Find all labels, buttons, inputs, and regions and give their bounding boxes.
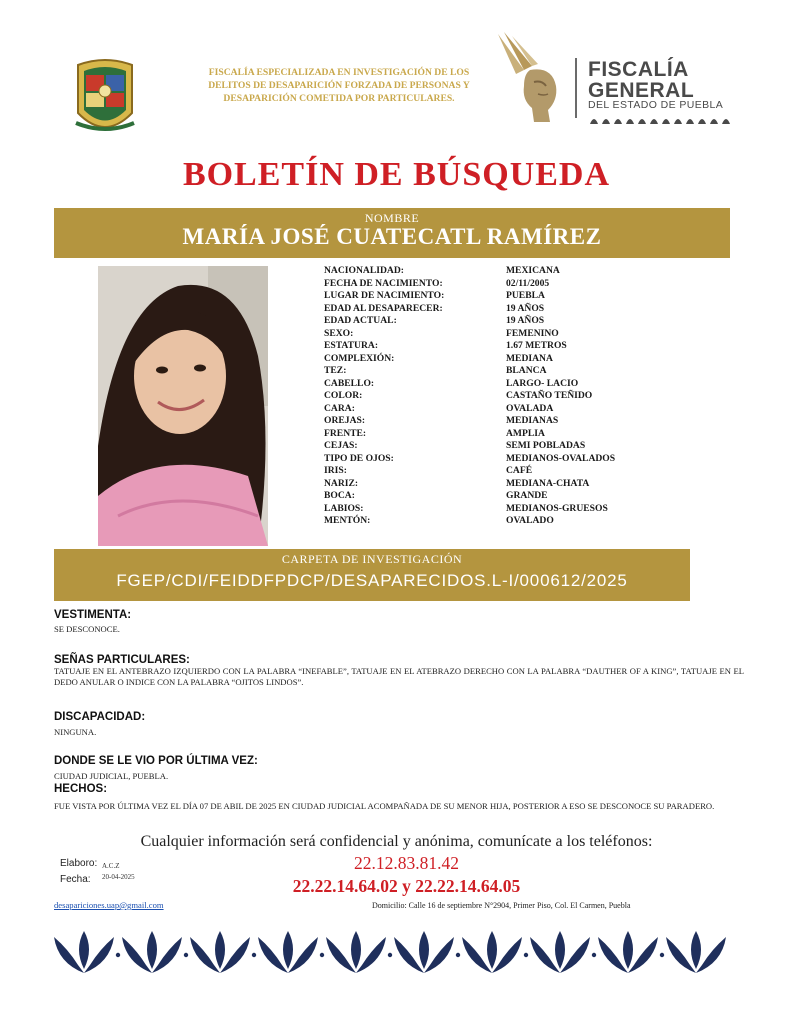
talavera-motif <box>190 931 256 973</box>
detail-value: PUEBLA <box>506 290 545 301</box>
detail-value: AMPLIA <box>506 427 545 439</box>
talavera-motif <box>598 931 664 973</box>
detail-row <box>324 453 704 466</box>
talavera-motif <box>394 931 460 973</box>
footer-decorative-pattern <box>50 925 730 980</box>
clothing-heading: VESTIMENTA: <box>54 609 132 621</box>
detail-row <box>324 303 704 316</box>
detail-label: EDAD ACTUAL: <box>324 315 397 326</box>
detail-label: NACIONALIDAD: <box>324 265 404 276</box>
phone-number-primary: 22.12.83.81.42 <box>354 853 459 873</box>
name-label: NOMBRE <box>364 211 420 225</box>
marks-heading: SEÑAS PARTICULARES: <box>54 654 190 666</box>
bulletin-title: BOLETÍN DE BÚSQUEDA <box>182 156 611 193</box>
detail-label: NARIZ: <box>324 477 359 489</box>
detail-row <box>324 440 704 453</box>
detail-label: ESTATURA: <box>324 340 379 351</box>
clothing-text: SE DESCONOCE. <box>54 624 120 634</box>
detail-value: MEDIANA <box>506 352 553 364</box>
detail-row <box>324 365 704 378</box>
detail-value: 1.67 METROS <box>506 340 567 351</box>
detail-label: FECHA DE NACIMIENTO: <box>324 277 443 289</box>
detail-value: FEMENINO <box>506 327 559 339</box>
detail-label: LABIOS: <box>324 502 364 514</box>
detail-row <box>324 415 704 428</box>
detail-row <box>324 328 704 341</box>
detail-label: IRIS: <box>324 465 347 476</box>
detail-value: MEDIANOS-OVALADOS <box>506 452 616 464</box>
detail-label: BOCA: <box>324 490 355 501</box>
missing-person-name: MARÍA JOSÉ CUATECATL RAMÍREZ <box>182 224 602 249</box>
facts-text: FUE VISTA POR ÚLTIMA VEZ EL DÍA 07 DE ABIL DE 2025 EN CIUDAD JUDICIAL ACOMPAÑADA DE SU MENOR HIJA, POSTERIOR A ESO SE DESCONOCE SU PARADERO. <box>54 801 715 811</box>
logo-text-general: GENERAL <box>588 79 695 102</box>
last-seen-heading: DONDE SE LE VIO POR ÚLTIMA VEZ: <box>54 755 258 767</box>
detail-row <box>324 403 704 416</box>
detail-row <box>324 490 704 503</box>
detail-row <box>324 290 704 303</box>
case-label: CARPETA DE INVESTIGACIÓN <box>281 552 463 566</box>
detail-row <box>324 478 704 491</box>
detail-value: MEDIANA-CHATA <box>506 477 590 489</box>
talavera-motif <box>326 931 392 973</box>
talavera-motif <box>54 931 120 973</box>
case-number: FGEP/CDI/FEIDDFPDCP/DESAPARECIDOS.L-I/000612/2025 <box>116 571 628 590</box>
detail-row <box>324 428 704 441</box>
talavera-motif <box>666 931 726 973</box>
talavera-motif <box>530 931 596 973</box>
detail-row <box>324 515 704 528</box>
date-value: 20-04-2025 <box>102 873 135 881</box>
physical-description-table <box>324 265 704 528</box>
detail-row <box>324 265 704 278</box>
contact-message: Cualquier información será confidencial y anónima, comunícate a los teléfonos: <box>140 833 653 850</box>
detail-label: CARA: <box>324 402 355 414</box>
detail-label: FRENTE: <box>324 427 367 439</box>
detail-row <box>324 340 704 353</box>
logo-text-fiscalia: FISCALÍA <box>588 58 689 81</box>
detail-row <box>324 503 704 516</box>
phone-numbers-secondary: 22.22.14.64.02 y 22.22.14.64.05 <box>292 876 521 896</box>
detail-label: COLOR: <box>324 390 363 401</box>
detail-label: EDAD AL DESAPARECER: <box>324 302 443 314</box>
puebla-state-seal <box>72 55 138 141</box>
detail-value: MEDIANAS <box>506 415 559 426</box>
case-band <box>54 549 690 601</box>
detail-value: MEXICANA <box>506 265 560 276</box>
detail-label: COMPLEXIÓN: <box>324 352 395 364</box>
detail-label: LUGAR DE NACIMIENTO: <box>324 290 445 301</box>
logo-divider <box>575 58 577 118</box>
last-seen-text: CIUDAD JUDICIAL, PUEBLA. <box>54 771 169 781</box>
talavera-motif <box>122 931 188 973</box>
detail-value: 19 AÑOS <box>506 302 545 314</box>
detail-label: MENTÓN: <box>324 515 371 526</box>
facts-heading: HECHOS: <box>54 783 108 795</box>
detail-label: TIPO DE OJOS: <box>324 452 394 464</box>
talavera-motif <box>462 931 528 973</box>
detail-row <box>324 315 704 328</box>
missing-person-photo <box>98 266 268 546</box>
detail-row <box>324 378 704 391</box>
office-address: Domicilio: Calle 16 de septiembre N°2904, Primer Piso, Col. El Carmen, Puebla <box>372 901 631 910</box>
detail-value: 02/11/2005 <box>506 277 550 289</box>
detail-value: MEDIANOS-GRUESOS <box>506 502 608 514</box>
detail-value: SEMI POBLADAS <box>506 440 586 451</box>
detail-label: CABELLO: <box>324 377 375 389</box>
detail-value: 19 AÑOS <box>506 315 545 326</box>
detail-label: SEXO: <box>324 327 354 339</box>
elaboro-label: Elaboro: <box>60 858 98 869</box>
date-label: Fecha: <box>60 874 91 885</box>
detail-value: OVALADO <box>506 515 554 526</box>
contact-email-link[interactable]: desapariciones.uap@gmail.com <box>54 900 164 910</box>
detail-value: GRANDE <box>506 490 548 501</box>
talavera-motif <box>258 931 324 973</box>
fiscalia-emblem-icon <box>490 30 570 130</box>
logo-pattern <box>588 113 736 131</box>
detail-value: CAFÉ <box>506 465 533 476</box>
logo-text-state: DEL ESTADO DE PUEBLA <box>588 99 724 111</box>
detail-row <box>324 353 704 366</box>
marks-text: TATUAJE EN EL ANTEBRAZO IZQUIERDO CON LA PALABRA “INEFABLE”, TATUAJE EN EL ATEBRAZO DERECHO CON LA PALABRA “DAUTHER OF A KING”, TATUAJE EN EL DEDO ANULAR O INDICE CON LA PALABRA “OJITOS LINDOS”. <box>54 666 744 687</box>
detail-value: CASTAÑO TEÑIDO <box>506 390 593 401</box>
detail-label: CEJAS: <box>324 440 358 451</box>
detail-row <box>324 465 704 478</box>
agency-name: FISCALÍA ESPECIALIZADA EN INVESTIGACIÓN DE LOS DELITOS DE DESAPARICIÓN FORZADA DE PERSONAS Y DESAPARICIÓN COMETIDA POR PARTICULARES. <box>208 67 470 104</box>
disability-text: NINGUNA. <box>54 727 97 737</box>
detail-row <box>324 390 704 403</box>
detail-value: LARGO- LACIO <box>506 377 579 389</box>
elaboro-value: A.C.Z <box>102 862 120 870</box>
detail-label: OREJAS: <box>324 415 366 426</box>
disability-heading: DISCAPACIDAD: <box>54 711 146 723</box>
detail-label: TEZ: <box>324 365 347 376</box>
name-band <box>54 208 730 258</box>
detail-row <box>324 278 704 291</box>
detail-value: OVALADA <box>506 402 554 414</box>
detail-value: BLANCA <box>506 365 547 376</box>
